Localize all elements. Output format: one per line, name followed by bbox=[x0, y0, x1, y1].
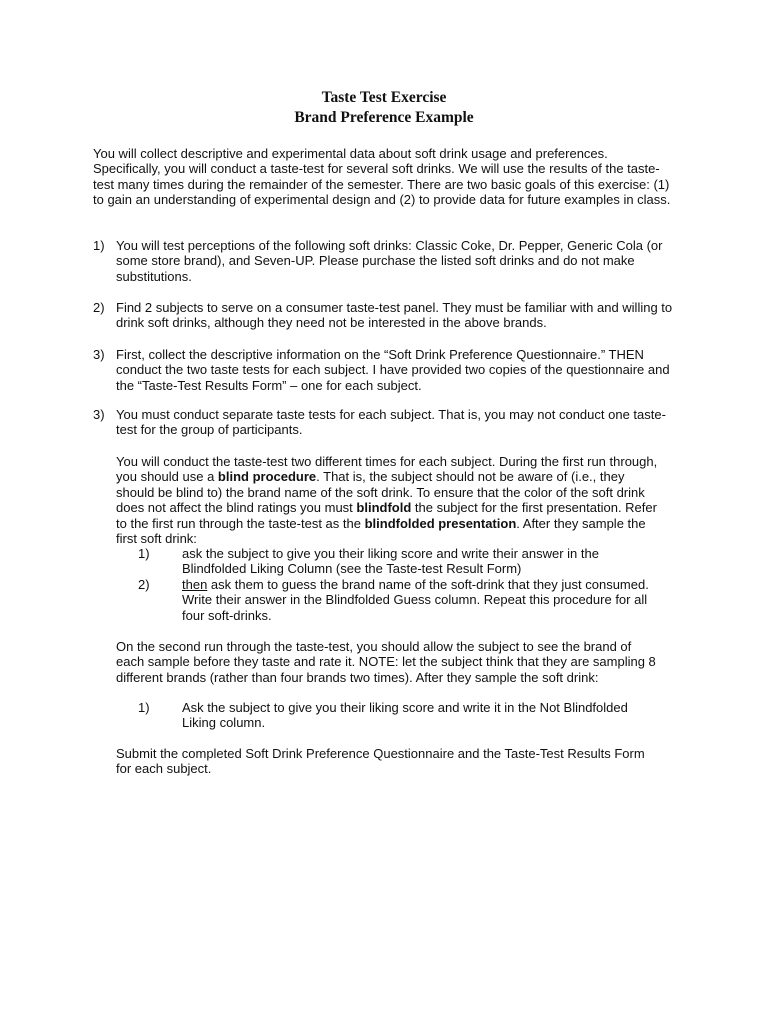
item-text: You must conduct separate taste tests for each subject. That is, you may not conduct one taste-test for the group of participants. bbox=[116, 407, 666, 438]
step-number: 2) bbox=[138, 577, 150, 592]
blindfold-term: blindfold bbox=[356, 500, 412, 516]
second-run-paragraph: On the second run through the taste-test, you should allow the subject to see the brand of each sample before they taste and rate it. NOTE: let the subject think that they are sampling 8 different brands (rather than four brands two times). After they sample the soft drink: bbox=[116, 639, 656, 685]
document-subtitle: Brand Preference Example bbox=[294, 109, 474, 126]
item-number: 3) bbox=[93, 407, 105, 422]
step-text bbox=[182, 577, 662, 623]
intro-paragraph: You will collect descriptive and experimental data about soft drink usage and preferences. Specifically, you will conduct a taste-test for several soft drinks. We will use the results of the taste-test many times during the remainder of the semester. There are two basic goals of this exercise: (1) to gain an understanding of experimental design and (2) to provide data for future examples in class. bbox=[93, 146, 671, 208]
blind-text-1: You will conduct the taste-test two different times for each subject. During the first run through, you should use a bbox=[116, 454, 658, 485]
blind-text-3: the subject for the first presentation. Refer to the first run through the taste-test as the bbox=[116, 500, 657, 531]
step-text: Ask the subject to give you their liking score and write it in the Not Blindfolded Liking column. bbox=[182, 700, 628, 731]
item-number: 3) bbox=[93, 347, 105, 362]
item-text: Find 2 subjects to serve on a consumer taste-test panel. They must be familiar with and willing to drink soft drinks, although they need not be interested in the above brands. bbox=[116, 300, 673, 331]
closing-paragraph: Submit the completed Soft Drink Preference Questionnaire and the Taste-Test Results Form for each subject. bbox=[116, 746, 645, 777]
item-text: First, collect the descriptive information on the “Soft Drink Preference Questionnaire.” THEN conduct the two taste tests for each subject. I have provided two copies of the questionnaire and the “Taste-Test Results Form” – one for each subject. bbox=[116, 347, 670, 393]
blind-procedure-paragraph bbox=[116, 454, 661, 546]
blind-text-4: . After they sample the first soft drink: bbox=[116, 515, 646, 547]
step-text-rest: ask them to guess the brand name of the soft-drink that they just consumed. Write their answer in the Blindfolded Guess column. Repeat this procedure for all four soft-drinks. bbox=[182, 577, 649, 623]
item-text: You will test perceptions of the following soft drinks: Classic Coke, Dr. Pepper, Generic Cola (or some store brand), and Seven-UP. Please purchase the listed soft drinks and do not make substitutions. bbox=[116, 238, 663, 284]
item-number: 2) bbox=[93, 300, 105, 315]
then-underlined: then bbox=[182, 577, 208, 592]
blind-text-2: . That is, the subject should not be aware of (i.e., they should be blind to) the brand name of the soft drink. To ensure that the color of the soft drink does not affect the blind ratings you must bbox=[116, 469, 645, 516]
blind-procedure-term: blind procedure bbox=[217, 469, 317, 485]
step-number: 1) bbox=[138, 546, 150, 561]
step-number: 1) bbox=[138, 700, 150, 715]
item-number: 1) bbox=[93, 238, 105, 253]
document-title: Taste Test Exercise bbox=[321, 89, 447, 106]
blindfolded-presentation-term: blindfolded presentation bbox=[364, 515, 517, 531]
step-text: ask the subject to give you their liking score and write their answer in the Blindfolded Liking Column (see the Taste-test Result Form) bbox=[182, 546, 599, 577]
